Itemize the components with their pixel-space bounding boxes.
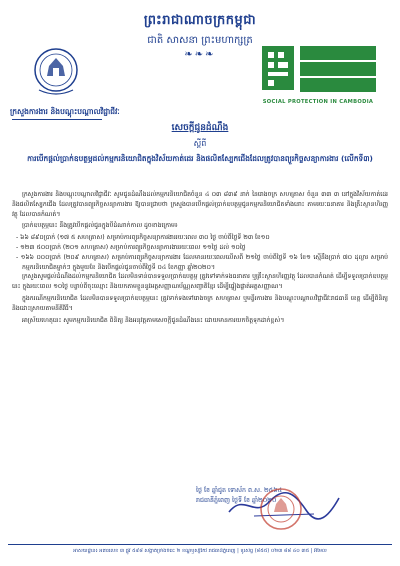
solar-date: រាជធានីភ្នំពេញ ថ្ងៃទី ខែ ឆ្នាំ២០២០	[196, 497, 277, 504]
notice-subject: ការបើកផ្តល់ប្រាក់ឧបត្ថម្ភដល់កម្មករនិយោជិតក្នុងវិស័យកាត់ដេរ និងផលិតស្បែកជើងដែលត្រូវបានព្យួរកិច្ចសន្យាការងារ (លើកទី៣)	[27, 154, 373, 163]
lunar-date: ថ្ងៃ ខែ ឆ្នាំជូត ទោស័ក ព.ស. ២៥៦៤	[196, 487, 283, 494]
header-ornament: ❧❧❧	[184, 49, 216, 60]
footer-divider	[8, 544, 392, 545]
social-protection-caption: SOCIAL PROTECTION IN CAMBODIA	[262, 99, 374, 105]
list-item: - ១៦៦ ០០០ប្រាក់ (២០៩ សហគ្រាស) សម្រាប់ការព្យួរកិច្ចសន្យាការងារ ដែលមានរយៈពេលលើសពី ២១ថ្ងៃ ចាប់ពីថ្ងៃទី ១៦ ខែ១ ស្មើនឹងប្រាក់ ៧០ ដុល្លារ សម្រាប់កម្មករនិយោជិតម្នាក់ៗ ក្នុងមួយខែ និងបើកផ្តល់ជូនចាប់ពីថ្ងៃទី ០៤ ខែកញ្ញា ឆ្នាំ២០២០។	[16, 253, 388, 271]
body-paragraph: ក្នុងករណីកម្មករនិយោជិត ដែលមិនបានទទួលប្រាក់ឧបត្ថម្ភនេះ ត្រូវទាក់ទងទៅរោងចក្រ សហគ្រាស ឬមន្ទីរការងារ និងបណ្តុះបណ្តាលវិជ្ជាជីវៈរាជធានី ខេត្ត ដើម្បីពិនិត្យ និងដោះស្រាយតាមនីតិវិធី។	[12, 294, 388, 312]
kingdom-name: ព្រះរាជាណាចក្រកម្ពុជា	[143, 13, 257, 28]
national-motto: ជាតិ សាសនា ព្រះមហាក្សត្រ	[147, 35, 253, 46]
social-protection-logo-icon	[260, 40, 380, 100]
title-block	[0, 122, 400, 164]
notice-about: ស្តីពី	[193, 139, 207, 148]
notice-heading: សេចក្តីជូនដំណឹង	[171, 123, 229, 133]
list-item: - ៦៦ ៨៩០ប្រាក់ (១៧ ៥ សហគ្រាស) សម្រាប់ការព្យួរកិច្ចសន្យាការងាររយៈពេល ៣០ ថ្ងៃ ចាប់ពីថ្ងៃទី ២៣ ខែ១០	[16, 234, 270, 242]
ministry-emblem-icon	[33, 46, 79, 98]
official-seal-icon	[258, 486, 304, 532]
body-paragraph: អាស្រ័យហេតុនេះ សូមកម្មករនិយោជិត ពិនិត្យ និងអនុវត្តតាមសេចក្តីជូនដំណឹងនេះ ដោយមានការយកចិត្តទុកដាក់ខ្ពស់។	[22, 316, 285, 324]
notice-body	[12, 190, 388, 327]
body-paragraph: ក្រសួងការងារ និងបណ្តុះបណ្តាលវិជ្ជាជីវៈ សូមជូនដំណឹងដល់កម្មករនិយោជិតចំនួន ៤ ០៣ ៨៣៩ នាក់ នៃរោងចក្រ សហគ្រាស ចំនួន ៣៣ ៣ នៅក្នុងវិស័យកាត់ដេរ និងផលិតស្បែកជើង ដែលត្រូវបានព្យួរកិច្ចសន្យាការងារ ឱ្យបានជ្រាបថា ក្រសួងបានបើកផ្តល់ប្រាក់ឧបត្ថម្ភជូនកម្មករនិយោជិតទាំងនោះ តាមរយៈធនាគារ និងគ្រឹះស្ថានហិរញ្ញវត្ថុ ដែលបានកំណត់។	[12, 191, 388, 218]
body-paragraph: ប្រាក់ឧបត្ថម្ភនេះ នឹងត្រូវបើកផ្តល់ជូនក្នុងបីដំណាក់កាល ដូចខាងក្រោម៖	[22, 222, 178, 230]
body-paragraph: ក្រសួងសូមផ្តល់ដំណឹងដល់កម្មករនិយោជិត ដែលមិនទាន់បានទទួលប្រាក់ឧបត្ថម្ភ ត្រូវទៅទាក់ទងធនាគារ ឬគ្រឹះស្ថានហិរញ្ញវត្ថុ ដែលបានកំណត់ ដើម្បីទទួលប្រាក់ឧបត្ថម្ភនេះ ក្នុងរយៈពេល ១០ថ្ងៃ បន្ទាប់ពីចុះឈ្មោះ និងយកតាមខ្លួននូវអត្តសញ្ញាណប័ណ្ណសញ្ជាតិខ្មែរ ដើម្បីផ្ទៀងផ្ទាត់អត្តសញ្ញាណ។	[12, 273, 388, 291]
list-item: - ១២៣ ៥០០ប្រាក់ (២០១ សហគ្រាស) សម្រាប់ការព្យួរកិច្ចសន្យាការងាររយៈពេល ១១ថ្ងៃ ដល់ ១០ថ្ងៃ	[16, 243, 246, 251]
ministry-name: ក្រសួងការងារ និងបណ្តុះបណ្តាលវិជ្ជាជីវៈ	[10, 107, 120, 116]
footer-address: អាសយដ្ឋាន៖ អគារលេខ ៣ ផ្លូវ ៥៩៨ សង្កាត់ច្រាំងចំរេះ ២ ខណ្ឌឫស្សីកែវ រាជធានីភ្នំពេញ | ទូរស័ព្ទ (៨៥៥) ០២៣ ៨៨ ៤០ ៣៥ | អ៊ីមែល	[73, 548, 327, 554]
ministry-underline	[12, 119, 102, 120]
